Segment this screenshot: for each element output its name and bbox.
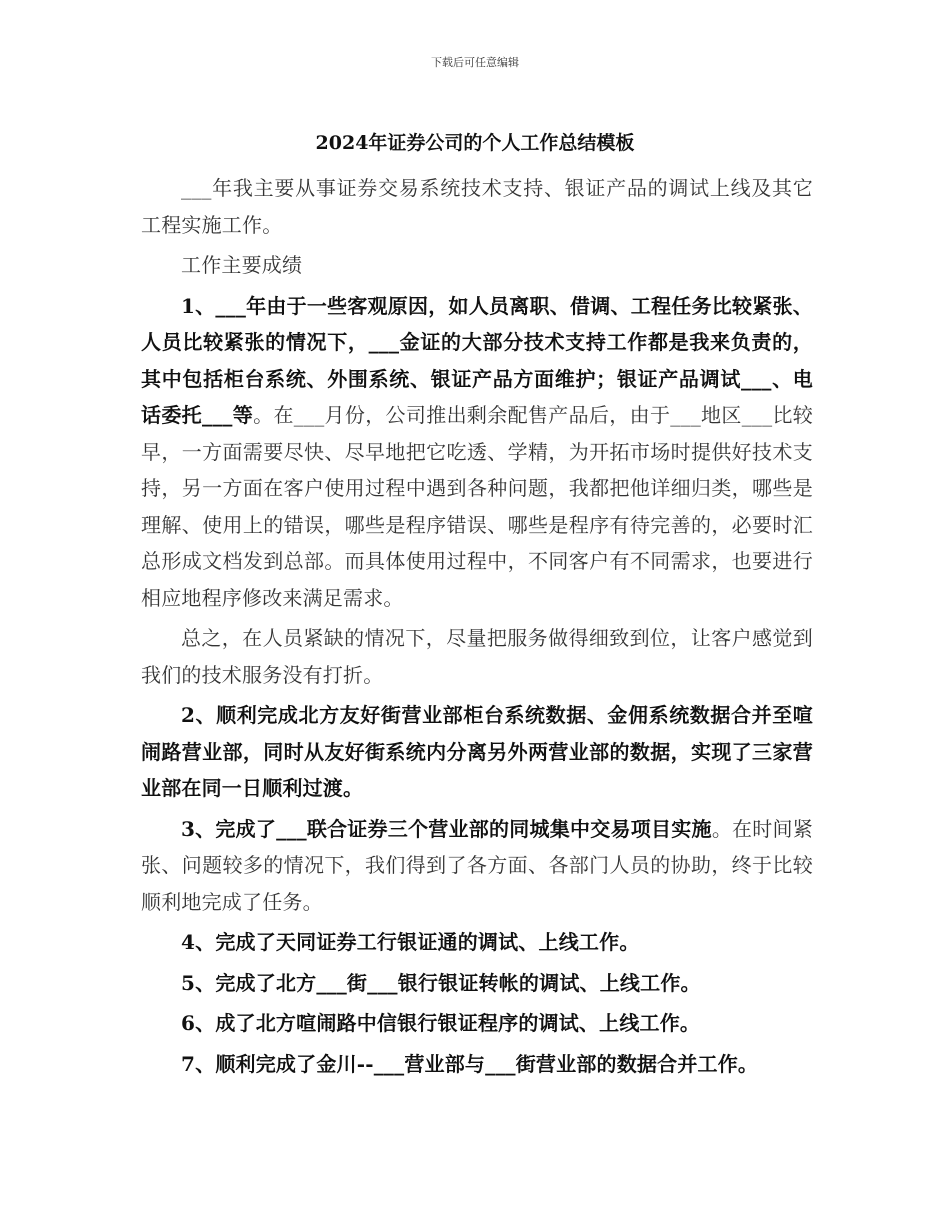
paragraph-section-heading: 工作主要成绩 [181, 253, 303, 277]
paragraph-item-1: 1、___年由于一些客观原因，如人员离职、借调、工程任务比较紧张、人员比较紧张的情况下，___金证的大部分技术支持工作都是我来负责的，其中包括柜台系统、外围系统、银证产品方面维护；银证产品调试___、电话委托___等。在___月份，公司推出剩余配售产品后，由于___地区___比较早，一方面需要尽快、尽早地把它吃透、学精，为开拓市场时提供好技术支持，另一方面在客户使用过程中遇到各种问题，我都把他详细归类，哪些是理解、使用上的错误，哪些是程序错误、哪些是程序有待完善的，必要时汇总形成文档发到总部。而具体使用过程中，不同客户有不同需求，也要进行相应地程序修改来满足需求。 [141, 293, 813, 610]
document-body [141, 170, 813, 1082]
paragraph-item-5: 5、完成了北方___街___银行银证转帐的调试、上线工作。 [181, 970, 701, 995]
paragraph-item-2: 2、顺利完成北方友好街营业部柜台系统数据、金佣系统数据合并至喧闹路营业部，同时从友好街系统内分离另外两营业部的数据，实现了三家营业部在同一日顺利过渡。 [141, 703, 813, 800]
document-title: 2024年证券公司的个人工作总结模板 [315, 132, 635, 154]
header-note: 下载后可任意编辑 [431, 56, 519, 69]
paragraph-item-7: 7、顺利完成了金川--___营业部与___街营业部的数据合并工作。 [181, 1051, 759, 1076]
paragraph-intro: ___年我主要从事证券交易系统技术支持、银证产品的调试上线及其它工程实施工作。 [141, 176, 813, 237]
paragraph-item-6: 6、成了北方喧闹路中信银行银证程序的调试、上线工作。 [181, 1011, 701, 1035]
paragraph-item-4: 4、完成了天同证券工行银证通的调试、上线工作。 [181, 930, 640, 954]
paragraph-summary: 总之，在人员紧缺的情况下，尽量把服务做得细致到位，让客户感觉到我们的技术服务没有打折。 [141, 626, 813, 687]
paragraph-item-3: 3、完成了___联合证券三个营业部的同城集中交易项目实施。在时间紧张、问题较多的情况下，我们得到了各方面、各部门人员的协助，终于比较顺利地完成了任务。 [141, 816, 814, 914]
